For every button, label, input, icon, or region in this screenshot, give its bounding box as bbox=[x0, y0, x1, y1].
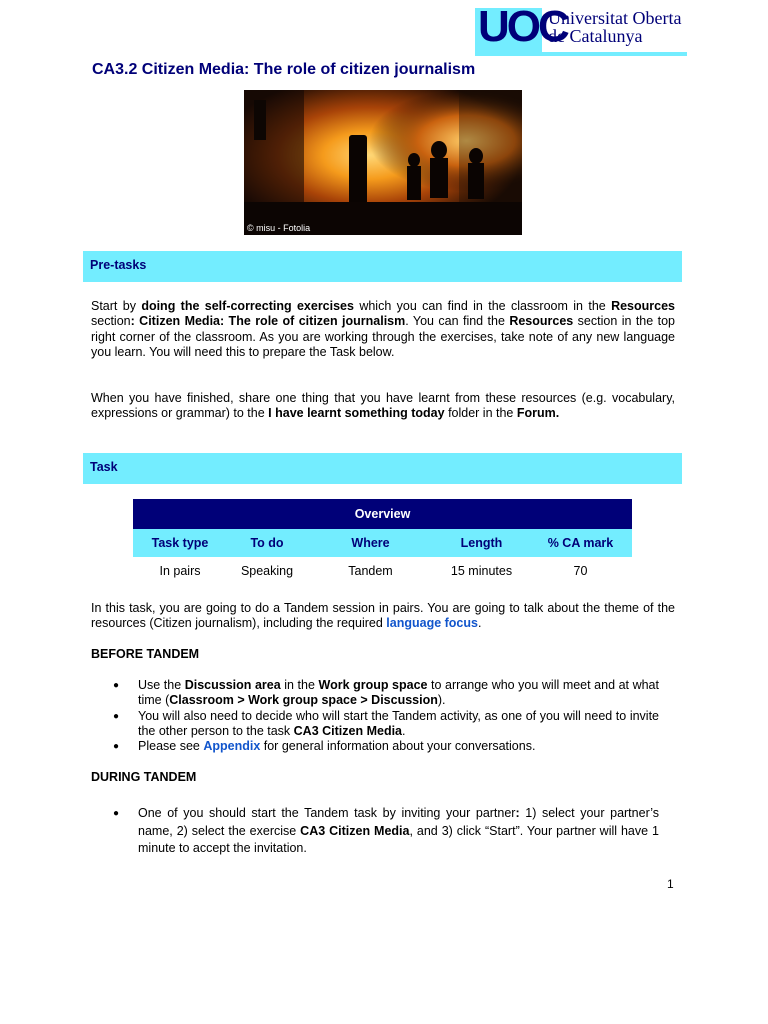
text-run: Please see bbox=[138, 739, 204, 754]
table-cell: In pairs bbox=[159, 564, 201, 578]
pretasks-section-header: Pre-tasks bbox=[83, 251, 682, 282]
bold-text: : Citizen Media: The role of citizen journalism bbox=[130, 314, 406, 329]
uoc-logo-text: Universitat Oberta de Catalunya bbox=[548, 8, 682, 46]
text-run: One of you should start the Tandem task by inviting your partner bbox=[138, 806, 516, 820]
bold-text: Resources bbox=[509, 314, 574, 329]
list-item bbox=[113, 739, 659, 754]
bold-text: Discussion area bbox=[184, 678, 281, 692]
photo-credit: © misu - Fotolia bbox=[247, 223, 311, 233]
text-run: to arrange who you will meet and at what time ( bbox=[138, 678, 659, 708]
bold-text: : bbox=[515, 806, 520, 820]
text-run: In this task, you are going to do a Tandem session in pairs. You are going to talk about the theme of the resources (Citizen journalism), including the required bbox=[91, 601, 675, 631]
uoc-logo bbox=[475, 2, 687, 56]
bold-text: Work group space bbox=[318, 678, 428, 692]
text-run: When you have finished, share one thing that you have learnt from these resources (e.g. vocabulary, expressions or grammar) to the bbox=[91, 391, 675, 421]
before-tandem-heading: BEFORE TANDEM bbox=[91, 647, 200, 661]
bold-text: doing the self-correcting exercises bbox=[141, 299, 354, 313]
overview-caption: Overview bbox=[133, 499, 632, 529]
column-header: % CA mark bbox=[529, 529, 632, 557]
table-cell: Speaking bbox=[240, 564, 294, 578]
text-run: . You can find the bbox=[405, 314, 510, 329]
column-header: Length bbox=[434, 529, 529, 557]
page-number: 1 bbox=[667, 877, 674, 891]
before-tandem-list bbox=[113, 678, 659, 754]
text-run: which you can find in the classroom in the bbox=[353, 299, 612, 313]
text-run: You will also need to decide who will start the Tandem activity, as one of you will need to invite the other person to the task bbox=[138, 708, 659, 738]
uoc-logo-mark: UOC bbox=[475, 8, 542, 56]
bold-text: CA3 Citizen Media bbox=[293, 723, 403, 738]
bold-text: CA3 Citizen Media bbox=[300, 823, 410, 838]
table-cell: Tandem bbox=[348, 564, 393, 578]
table-cell: 15 minutes bbox=[450, 564, 513, 578]
text-run: , and 3) click “Start”. Your partner will have 1 minute to accept the invitation. bbox=[138, 823, 659, 855]
table-row bbox=[133, 557, 632, 585]
text-run: . bbox=[477, 616, 482, 631]
column-header: To do bbox=[227, 529, 307, 557]
text-run: 1) select your partner’s name, 2) select the exercise bbox=[138, 806, 659, 838]
list-item bbox=[113, 678, 659, 709]
column-header: Where bbox=[307, 529, 434, 557]
inline-link[interactable]: Appendix bbox=[203, 739, 261, 754]
logo-rule bbox=[542, 52, 687, 56]
text-run: folder in the bbox=[444, 406, 517, 421]
bold-text: Classroom > Work group space > Discussion bbox=[169, 693, 438, 708]
pretasks-paragraph-1 bbox=[91, 299, 675, 360]
text-run: in the bbox=[280, 678, 319, 692]
inline-link[interactable]: language focus bbox=[386, 616, 478, 631]
during-tandem-list bbox=[113, 805, 659, 858]
text-run: Start by bbox=[91, 299, 142, 313]
overview-table bbox=[133, 499, 632, 585]
list-item bbox=[113, 805, 659, 858]
list-item bbox=[113, 709, 659, 740]
task-intro-paragraph bbox=[91, 601, 675, 632]
column-header: Task type bbox=[133, 529, 227, 557]
bold-text: Forum. bbox=[516, 406, 560, 421]
text-run: section bbox=[91, 314, 131, 329]
bold-text: I have learnt something today bbox=[268, 406, 445, 421]
text-run: Use the bbox=[138, 678, 185, 692]
text-run: section in the top right corner of the classroom. As you are working through the exercises, take note of any new language you learn. You will need this to prepare the Task below. bbox=[91, 314, 675, 359]
header-photo bbox=[244, 90, 522, 235]
during-tandem-heading: DURING TANDEM bbox=[91, 770, 197, 784]
text-run: ). bbox=[437, 693, 446, 708]
task-section-header: Task bbox=[83, 453, 682, 484]
text-run: for general information about your conversations. bbox=[260, 739, 536, 754]
page-title: CA3.2 Citizen Media: The role of citizen journalism bbox=[92, 61, 476, 78]
table-cell: 70 bbox=[573, 564, 588, 578]
pretasks-paragraph-2 bbox=[91, 391, 675, 422]
text-run: . bbox=[402, 723, 406, 738]
bold-text: Resources bbox=[611, 299, 676, 313]
